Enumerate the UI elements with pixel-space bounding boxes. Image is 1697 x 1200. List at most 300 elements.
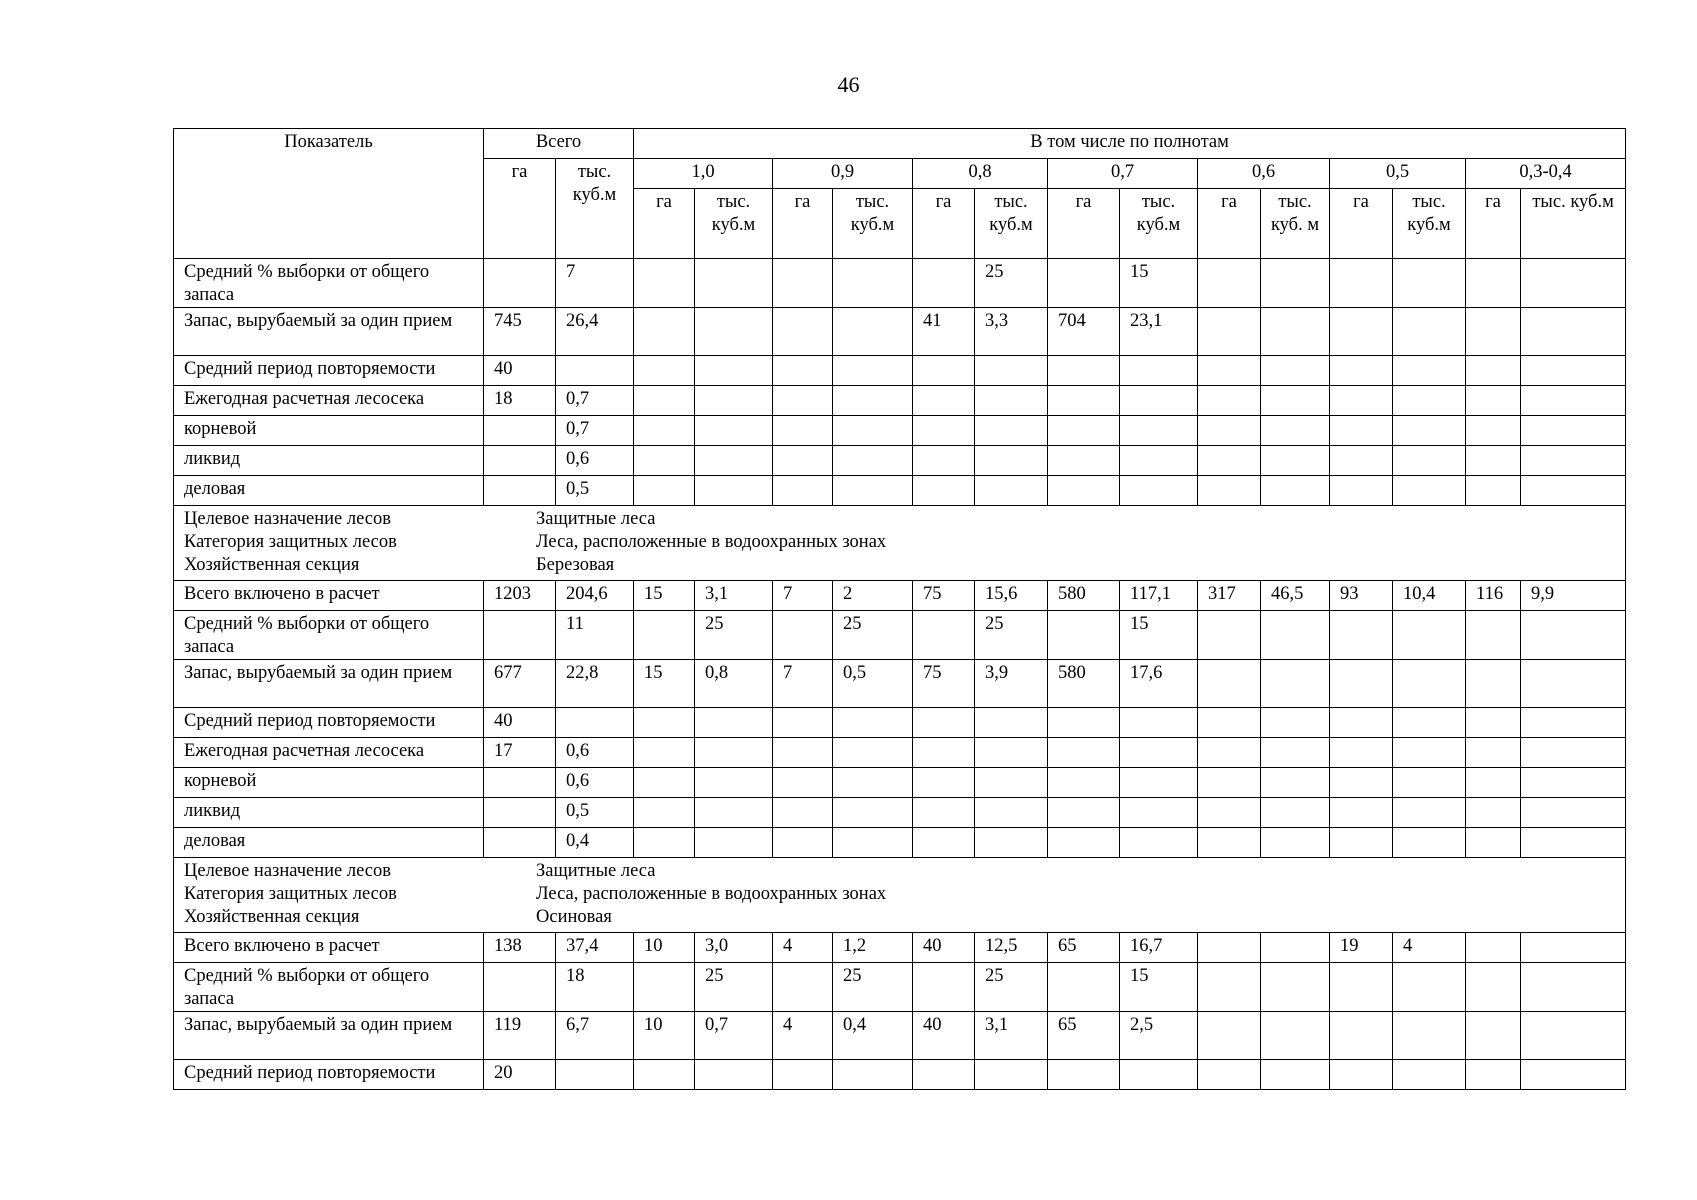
table-cell: [1466, 356, 1521, 386]
table-cell: [1120, 768, 1198, 798]
table-cell: [913, 708, 975, 738]
table-cell: [1198, 386, 1261, 416]
table-cell: [1466, 708, 1521, 738]
table-row: [174, 581, 1626, 611]
table-cell: 3,0: [695, 933, 773, 963]
table-cell: [975, 828, 1048, 858]
table-cell: [1521, 768, 1626, 798]
table-cell: [1521, 828, 1626, 858]
table-cell: [975, 476, 1048, 506]
table-cell: 117,1: [1120, 581, 1198, 611]
table-cell: 138: [484, 933, 556, 963]
table-cell: 0,7: [556, 416, 634, 446]
table-cell: [833, 446, 913, 476]
table-cell: [1466, 660, 1521, 708]
table-cell: [1466, 446, 1521, 476]
row-label: Средний % выборки от общего запаса: [174, 963, 484, 1012]
table-cell: 3,3: [975, 308, 1048, 356]
table-cell: [975, 1060, 1048, 1090]
table-cell: [975, 768, 1048, 798]
table-cell: [1393, 798, 1466, 828]
table-cell: [556, 708, 634, 738]
table-cell: [913, 386, 975, 416]
cutting-area-table: [173, 128, 1626, 1090]
table-cell: 25: [695, 963, 773, 1012]
table-cell: [1048, 798, 1120, 828]
table-cell: [913, 416, 975, 446]
table-cell: 25: [975, 611, 1048, 660]
table-cell: [1120, 416, 1198, 446]
table-cell: [634, 476, 695, 506]
table-cell: [773, 963, 833, 1012]
table-cell: [1120, 446, 1198, 476]
table-cell: [634, 611, 695, 660]
table-row: [174, 611, 1626, 660]
table-cell: [833, 798, 913, 828]
table-cell: 40: [484, 356, 556, 386]
table-cell: [833, 356, 913, 386]
table-cell: [1466, 308, 1521, 356]
section-line: [184, 860, 1625, 883]
header-ha: га: [913, 189, 975, 259]
table-cell: [1330, 416, 1393, 446]
table-cell: [773, 308, 833, 356]
table-cell: [1466, 386, 1521, 416]
table-cell: 3,1: [975, 1012, 1048, 1060]
table-cell: 25: [833, 611, 913, 660]
table-cell: [1261, 416, 1330, 446]
table-cell: [1330, 660, 1393, 708]
table-cell: [1330, 1012, 1393, 1060]
table-cell: [634, 446, 695, 476]
table-cell: [1393, 446, 1466, 476]
table-cell: 704: [1048, 308, 1120, 356]
table-cell: [1393, 708, 1466, 738]
row-label: ликвид: [174, 446, 484, 476]
table-cell: [695, 476, 773, 506]
table-cell: [773, 738, 833, 768]
table-cell: [484, 828, 556, 858]
table-cell: [833, 738, 913, 768]
table-cell: [1048, 1060, 1120, 1090]
section-header-row: [174, 858, 1626, 933]
table-cell: 3,1: [695, 581, 773, 611]
table-cell: [695, 738, 773, 768]
table-cell: [1330, 446, 1393, 476]
table-cell: 119: [484, 1012, 556, 1060]
table-cell: 23,1: [1120, 308, 1198, 356]
table-cell: [484, 259, 556, 308]
table-cell: 65: [1048, 1012, 1120, 1060]
table-cell: [1330, 386, 1393, 416]
header-ha: га: [1330, 189, 1393, 259]
table-cell: 2: [833, 581, 913, 611]
table-cell: [1261, 308, 1330, 356]
table-cell: 0,4: [556, 828, 634, 858]
header-volume: тыс. куб.м: [833, 189, 913, 259]
table-cell: 1,2: [833, 933, 913, 963]
table-cell: [1048, 963, 1120, 1012]
table-cell: [634, 259, 695, 308]
table-row: [174, 963, 1626, 1012]
table-row: [174, 386, 1626, 416]
header-density-0-5: 0,5: [1330, 159, 1466, 189]
table-cell: [833, 1060, 913, 1090]
table-cell: [833, 708, 913, 738]
table-cell: [773, 611, 833, 660]
table-cell: [975, 386, 1048, 416]
table-cell: [1330, 708, 1393, 738]
table-cell: [1521, 446, 1626, 476]
table-cell: [1261, 768, 1330, 798]
table-cell: [634, 828, 695, 858]
table-cell: [1393, 356, 1466, 386]
table-cell: [913, 738, 975, 768]
table-cell: [1048, 259, 1120, 308]
table-cell: 10: [634, 933, 695, 963]
section-line: [184, 883, 1625, 906]
header-indicator: Показатель: [174, 129, 484, 259]
table-cell: [1521, 1060, 1626, 1090]
table-cell: [1120, 828, 1198, 858]
table-cell: [1330, 259, 1393, 308]
section-line-label: Целевое назначение лесов: [184, 861, 391, 881]
table-cell: 9,9: [1521, 581, 1626, 611]
section-line-label: Целевое назначение лесов: [184, 509, 391, 529]
table-cell: [1521, 386, 1626, 416]
section-line: [184, 906, 1625, 929]
table-cell: 18: [484, 386, 556, 416]
table-cell: [1198, 798, 1261, 828]
page-number: 46: [837, 72, 860, 97]
table-cell: [1521, 1012, 1626, 1060]
section-line: [184, 554, 1625, 577]
table-cell: [634, 738, 695, 768]
table-cell: 10: [634, 1012, 695, 1060]
table-cell: 25: [695, 611, 773, 660]
table-row: [174, 308, 1626, 356]
table-cell: [556, 1060, 634, 1090]
table-cell: [1198, 356, 1261, 386]
table-cell: [773, 476, 833, 506]
header-volume: тыс. куб.м: [1393, 189, 1466, 259]
table-cell: [1261, 446, 1330, 476]
table-body: [174, 259, 1626, 1090]
table-cell: [634, 1060, 695, 1090]
table-cell: 7: [773, 581, 833, 611]
row-label: Средний период повторяемости: [174, 1060, 484, 1090]
table-cell: [1120, 708, 1198, 738]
table-cell: [695, 386, 773, 416]
table-cell: 75: [913, 660, 975, 708]
table-cell: [833, 768, 913, 798]
table-cell: [1198, 416, 1261, 446]
table-cell: 10,4: [1393, 581, 1466, 611]
table-cell: [1261, 738, 1330, 768]
row-label: корневой: [174, 416, 484, 446]
table-cell: [1198, 1012, 1261, 1060]
table-cell: [773, 708, 833, 738]
table-cell: 16,7: [1120, 933, 1198, 963]
table-cell: 17,6: [1120, 660, 1198, 708]
table-cell: 75: [913, 581, 975, 611]
section-line-value: Леса, расположенные в водоохранных зонах: [536, 884, 887, 904]
section-line-label: Категория защитных лесов: [184, 884, 397, 904]
table-cell: 15: [634, 581, 695, 611]
table-row: [174, 660, 1626, 708]
table-cell: [913, 828, 975, 858]
table-cell: [1466, 611, 1521, 660]
table-cell: [1261, 798, 1330, 828]
table-cell: [695, 416, 773, 446]
table-cell: [1393, 308, 1466, 356]
table-row: [174, 798, 1626, 828]
table-cell: [833, 476, 913, 506]
table-row: [174, 768, 1626, 798]
table-cell: [1048, 416, 1120, 446]
header-volume: тыс. куб. м: [1261, 189, 1330, 259]
table-cell: 204,6: [556, 581, 634, 611]
table-cell: [975, 446, 1048, 476]
header-total: Всего: [484, 129, 634, 159]
table-cell: [1521, 476, 1626, 506]
table-cell: [634, 386, 695, 416]
table-cell: [695, 259, 773, 308]
table-cell: [1261, 386, 1330, 416]
table-cell: 6,7: [556, 1012, 634, 1060]
table-cell: [1521, 798, 1626, 828]
table-cell: [1048, 611, 1120, 660]
table-cell: 2,5: [1120, 1012, 1198, 1060]
table-cell: [1261, 1012, 1330, 1060]
table-cell: 19: [1330, 933, 1393, 963]
table-cell: 580: [1048, 660, 1120, 708]
table-cell: [773, 828, 833, 858]
table-cell: [1521, 963, 1626, 1012]
header-density-0-3-0-4: 0,3-0,4: [1466, 159, 1626, 189]
table-cell: [1198, 963, 1261, 1012]
table-cell: [1330, 963, 1393, 1012]
table-cell: [634, 798, 695, 828]
row-label: Запас, вырубаемый за один прием: [174, 308, 484, 356]
header-volume: тыс. куб.м: [1521, 189, 1626, 259]
row-label: Всего включено в расчет: [174, 933, 484, 963]
table-cell: [1521, 611, 1626, 660]
header-density-1-0: 1,0: [634, 159, 773, 189]
table-cell: 0,6: [556, 446, 634, 476]
section-header-row: [174, 506, 1626, 581]
table-cell: [695, 798, 773, 828]
table-cell: 116: [1466, 581, 1521, 611]
table-cell: [1330, 1060, 1393, 1090]
table-cell: [634, 356, 695, 386]
table-cell: 15: [1120, 611, 1198, 660]
table-cell: [634, 416, 695, 446]
table-cell: [556, 356, 634, 386]
table-cell: [1521, 356, 1626, 386]
table-cell: 46,5: [1261, 581, 1330, 611]
table-cell: [484, 416, 556, 446]
table-cell: 15: [1120, 259, 1198, 308]
table-cell: [1198, 768, 1261, 798]
table-cell: [1466, 828, 1521, 858]
table-cell: [1261, 963, 1330, 1012]
row-label: Средний % выборки от общего запаса: [174, 259, 484, 308]
header-ha: га: [634, 189, 695, 259]
section-line-label: Категория защитных лесов: [184, 532, 397, 552]
table-cell: [634, 708, 695, 738]
table-cell: [1048, 386, 1120, 416]
table-cell: [1466, 416, 1521, 446]
table-cell: [695, 708, 773, 738]
table-cell: [1198, 738, 1261, 768]
table-cell: [1198, 259, 1261, 308]
table-cell: 3,9: [975, 660, 1048, 708]
section-line-value: Леса, расположенные в водоохранных зонах: [536, 532, 887, 552]
table-cell: [1521, 738, 1626, 768]
section-line-value: Защитные леса: [536, 861, 656, 881]
header-volume: тыс. куб.м: [975, 189, 1048, 259]
table-row: [174, 708, 1626, 738]
table-cell: 11: [556, 611, 634, 660]
table-cell: [913, 476, 975, 506]
section-line-value: Защитные леса: [536, 509, 656, 529]
table-cell: [1521, 259, 1626, 308]
table-cell: [1198, 660, 1261, 708]
table-cell: [773, 259, 833, 308]
table-cell: [773, 386, 833, 416]
header-density-0-9: 0,9: [773, 159, 913, 189]
table-cell: [1466, 933, 1521, 963]
table-cell: [1521, 933, 1626, 963]
table-row: [174, 1060, 1626, 1090]
table-cell: [1048, 708, 1120, 738]
table-cell: [1466, 738, 1521, 768]
row-label: корневой: [174, 768, 484, 798]
table-cell: [1330, 476, 1393, 506]
table-cell: [975, 416, 1048, 446]
table-cell: [975, 738, 1048, 768]
table-cell: [1261, 828, 1330, 858]
table-cell: [1261, 933, 1330, 963]
table-cell: [484, 476, 556, 506]
table-cell: [1393, 768, 1466, 798]
row-label: Средний период повторяемости: [174, 356, 484, 386]
table-header: [174, 129, 1626, 259]
table-cell: [634, 308, 695, 356]
table-cell: [773, 416, 833, 446]
table-cell: [1120, 798, 1198, 828]
table-cell: [1048, 828, 1120, 858]
table-cell: [1466, 1060, 1521, 1090]
table-cell: 0,8: [695, 660, 773, 708]
table-cell: [1120, 386, 1198, 416]
row-label: Запас, вырубаемый за один прием: [174, 1012, 484, 1060]
table-cell: 7: [773, 660, 833, 708]
table-cell: [695, 356, 773, 386]
table-cell: [1198, 933, 1261, 963]
table-row: [174, 476, 1626, 506]
table-cell: [1393, 416, 1466, 446]
table-cell: 15,6: [975, 581, 1048, 611]
table-cell: [975, 356, 1048, 386]
table-cell: 20: [484, 1060, 556, 1090]
table-cell: 40: [484, 708, 556, 738]
table-cell: [913, 963, 975, 1012]
table-cell: 4: [773, 933, 833, 963]
table-cell: [975, 798, 1048, 828]
table-cell: 0,7: [695, 1012, 773, 1060]
header-density-0-6: 0,6: [1198, 159, 1330, 189]
table-cell: 41: [913, 308, 975, 356]
table-cell: 745: [484, 308, 556, 356]
table-cell: [1466, 476, 1521, 506]
header-volume: тыс. куб.м: [695, 189, 773, 259]
table-cell: 15: [1120, 963, 1198, 1012]
table-cell: [484, 798, 556, 828]
table-cell: [1330, 798, 1393, 828]
table-cell: [1393, 738, 1466, 768]
section-header: [174, 858, 1626, 933]
table-row: [174, 356, 1626, 386]
table-row: [174, 1012, 1626, 1060]
table-cell: [1393, 828, 1466, 858]
table-cell: 25: [833, 963, 913, 1012]
table-row: [174, 446, 1626, 476]
table-cell: [1330, 308, 1393, 356]
table-cell: [1521, 308, 1626, 356]
table-cell: [1393, 611, 1466, 660]
header-density-0-8: 0,8: [913, 159, 1048, 189]
table-cell: [1261, 708, 1330, 738]
table-cell: 18: [556, 963, 634, 1012]
table-cell: [695, 308, 773, 356]
table-cell: [1466, 1012, 1521, 1060]
section-line: [184, 508, 1625, 531]
table-cell: [833, 416, 913, 446]
table-cell: [1330, 828, 1393, 858]
table-cell: [1198, 708, 1261, 738]
table-cell: 0,6: [556, 768, 634, 798]
row-label: Средний период повторяемости: [174, 708, 484, 738]
section-line-label: Хозяйственная секция: [184, 555, 360, 575]
table-cell: [773, 798, 833, 828]
table-cell: 0,5: [556, 798, 634, 828]
table-cell: [975, 708, 1048, 738]
table-cell: [1048, 446, 1120, 476]
table-cell: [634, 963, 695, 1012]
table-cell: [833, 259, 913, 308]
table-cell: 15: [634, 660, 695, 708]
table-cell: [833, 308, 913, 356]
table-cell: [913, 798, 975, 828]
table-cell: [913, 259, 975, 308]
table-cell: [484, 611, 556, 660]
table-cell: [1330, 611, 1393, 660]
table-cell: [1330, 768, 1393, 798]
table-cell: [1120, 356, 1198, 386]
header-total-ha: га: [484, 159, 556, 259]
table-cell: [913, 1060, 975, 1090]
row-label: Запас, вырубаемый за один прием: [174, 660, 484, 708]
table-cell: [1393, 1060, 1466, 1090]
table-row: [174, 259, 1626, 308]
table-row: [174, 828, 1626, 858]
row-label: Ежегодная расчетная лесосека: [174, 386, 484, 416]
table-cell: [913, 446, 975, 476]
header-ha: га: [773, 189, 833, 259]
table-cell: [773, 446, 833, 476]
